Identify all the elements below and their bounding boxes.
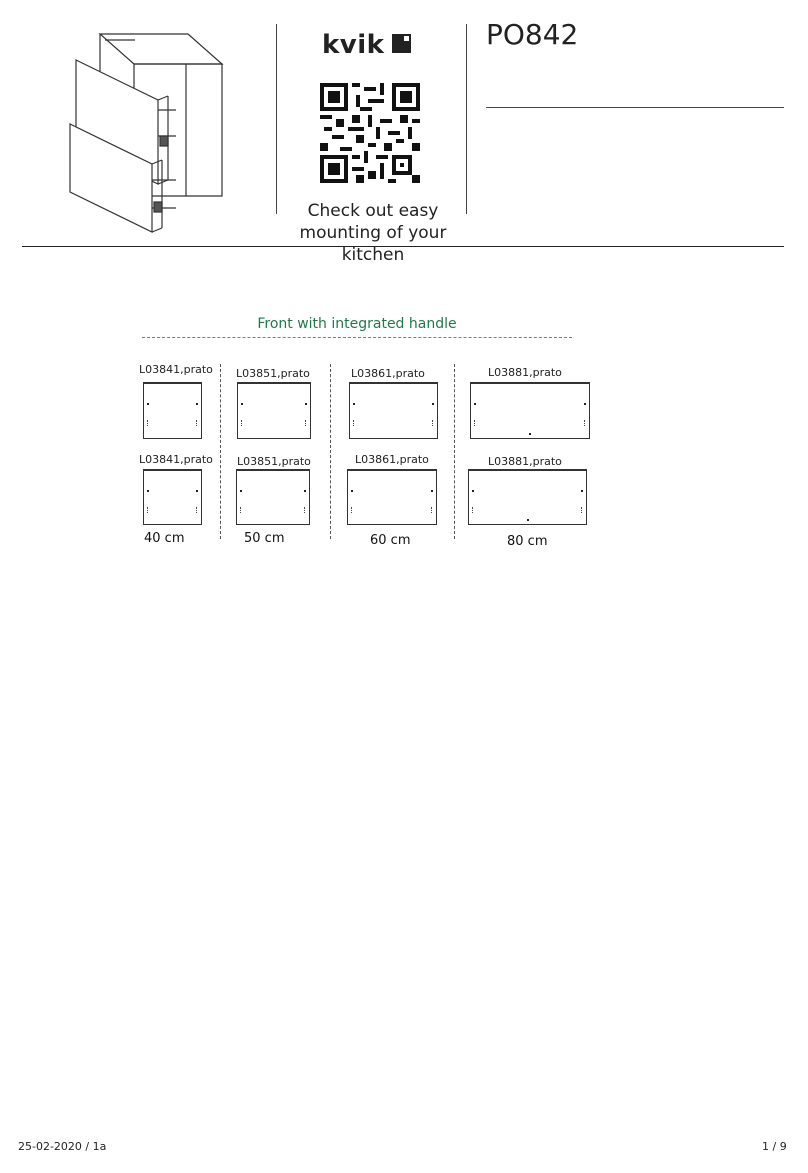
- front-code: L03861,prato: [351, 367, 425, 380]
- front-code: L03841,prato: [139, 453, 213, 466]
- page-number: 1 / 9: [762, 1140, 787, 1153]
- size-label: 60 cm: [370, 533, 411, 548]
- tagline: [268, 200, 478, 266]
- front-code: L03881,prato: [488, 366, 562, 379]
- code-underline: [486, 107, 784, 108]
- front-panel: [143, 469, 202, 525]
- front-panel: [468, 469, 587, 525]
- front-code: L03851,prato: [237, 455, 311, 468]
- document-code: PO842: [486, 18, 579, 51]
- front-panel: [143, 382, 202, 439]
- brand-logo: [322, 30, 384, 60]
- brand-name: kvik: [322, 30, 385, 60]
- brand-square-icon: [392, 34, 411, 53]
- front-panel: [237, 382, 311, 439]
- column-separator: [220, 364, 222, 539]
- section-title: Front with integrated handle: [257, 316, 457, 332]
- section-rule: [142, 337, 572, 338]
- column-separator: [330, 364, 332, 539]
- front-panel: [236, 469, 310, 525]
- size-label: 40 cm: [144, 531, 185, 546]
- front-panel: [470, 382, 590, 439]
- size-label: 50 cm: [244, 531, 285, 546]
- header-divider-right: [466, 24, 467, 214]
- front-code: L03861,prato: [355, 453, 429, 466]
- front-code: L03881,prato: [488, 455, 562, 468]
- front-panel: [347, 469, 437, 525]
- header-divider-left: [276, 24, 277, 214]
- footer-date: 25-02-2020 / 1a: [18, 1140, 107, 1153]
- column-separator: [454, 364, 456, 539]
- front-code: L03851,prato: [236, 367, 310, 380]
- qr-code[interactable]: [320, 83, 420, 183]
- tagline-line-2: mounting of your kitchen: [299, 223, 447, 265]
- front-panel: [349, 382, 438, 439]
- cabinet-illustration: [60, 24, 230, 236]
- front-code: L03841,prato: [139, 363, 213, 376]
- size-label: 80 cm: [507, 534, 548, 549]
- tagline-line-1: Check out easy: [307, 201, 439, 221]
